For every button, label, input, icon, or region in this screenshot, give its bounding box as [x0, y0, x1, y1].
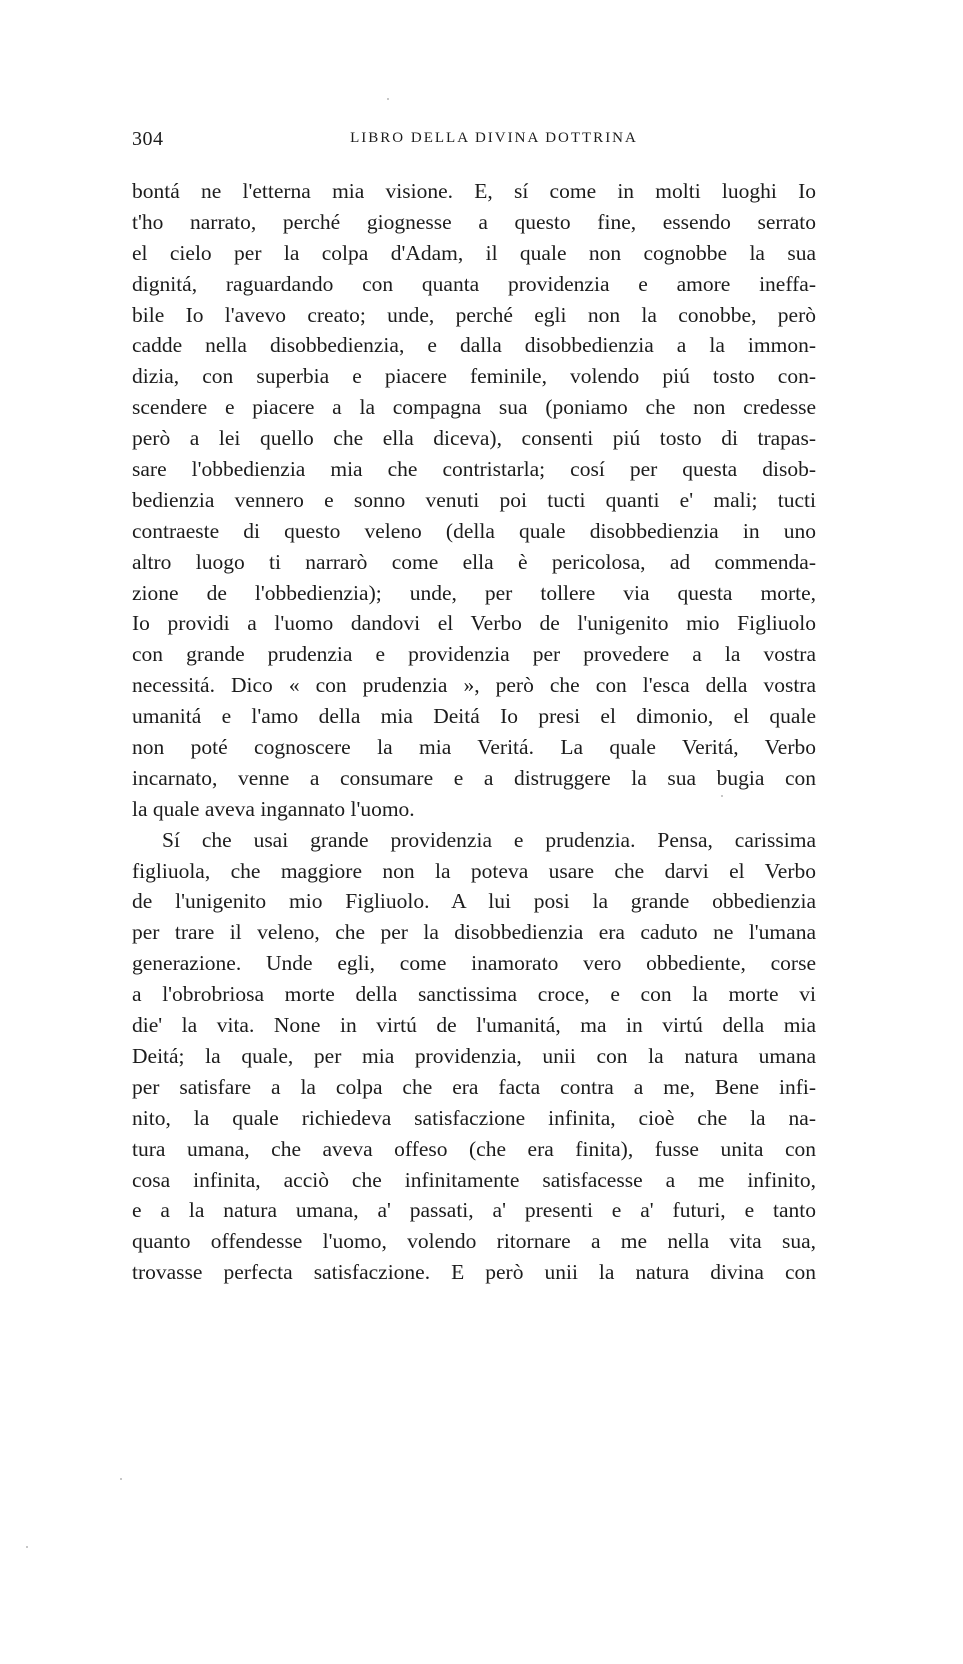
page-number: 304	[132, 128, 164, 150]
text-line: de l'unigenito mio Figliuolo. A lui posi la grande obbedienzia	[132, 889, 816, 914]
paper-speck	[387, 98, 389, 100]
text-line: bontá ne l'etterna mia visione. E, sí come in molti luoghi Io	[132, 179, 816, 203]
text-line: dignitá, raguardando con quanta providenzia e amore ineffa-	[132, 271, 816, 296]
paragraph-2	[132, 825, 816, 1288]
text-line: bedienzia vennero e sonno venuti poi tucti quanti e' mali; tucti	[132, 487, 816, 512]
text-line: scendere e piacere a la compagna sua (poniamo che non credesse	[132, 395, 816, 420]
text-line: sare l'obbedienzia mia che contristarla; cosí per questa disob-	[132, 457, 816, 482]
text-line: con grande prudenzia e providenzia per provedere a la vostra	[132, 642, 816, 667]
text-line: necessitá. Dico « con prudenzia », però che con l'esca della vostra	[132, 673, 816, 698]
paper-speck	[721, 795, 723, 797]
text-line: Io providi a l'uomo dandovi el Verbo de l'unigenito mio Figliuolo	[132, 611, 816, 636]
text-line: trovasse perfecta satisfaczione. E però unii la natura divina con	[132, 1260, 816, 1285]
text-line: non poté cognoscere la mia Veritá. La quale Veritá, Verbo	[132, 735, 816, 760]
text-line: el cielo per la colpa d'Adam, il quale non cognobbe la sua	[132, 240, 816, 265]
text-line: però a lei quello che ella diceva), consenti piú tosto di trapas-	[132, 426, 816, 451]
text-line: umanitá e l'amo della mia Deitá Io presi el dimonio, el quale	[132, 704, 816, 729]
text-line: dizia, con superbia e piacere feminile, volendo piú tosto con-	[132, 364, 816, 389]
text-line: die' la vita. None in virtú de l'umanitá, ma in virtú della mia	[132, 1013, 816, 1038]
text-line: per trare il veleno, che per la disobbedienzia era caduto ne l'umana	[132, 920, 816, 945]
paper-speck	[120, 1478, 122, 1480]
text-line: cosa infinita, acciò che infinitamente satisfacesse a me infinito,	[132, 1167, 816, 1192]
page-header	[132, 128, 816, 156]
text-line: incarnato, venne a consumare e a distruggere la sua bugia con	[132, 765, 816, 790]
text-line: altro luogo ti narrarò come ella è pericolosa, ad commenda-	[132, 549, 816, 574]
text-line: contraeste di questo veleno (della quale disobbedienzia in uno	[132, 518, 816, 543]
paragraph-1	[132, 176, 816, 825]
paper-speck	[26, 1546, 28, 1548]
text-line: per satisfare a la colpa che era facta contra a me, Bene infi-	[132, 1074, 816, 1099]
text-line: quanto offendesse l'uomo, volendo ritornare a me nella vita sua,	[132, 1229, 816, 1254]
text-line: la quale aveva ingannato l'uomo.	[132, 796, 415, 821]
text-line: generazione. Unde egli, come inamorato vero obbediente, corse	[132, 951, 816, 976]
text-line: bile Io l'avevo creato; unde, perché egli non la conobbe, però	[132, 302, 816, 327]
text-line: Deitá; la quale, per mia providenzia, unii con la natura umana	[132, 1043, 816, 1068]
text-line: cadde nella disobbedienzia, e dalla disobbedienzia a la immon-	[132, 333, 816, 358]
body-text	[132, 176, 816, 1288]
text-line: Sí che usai grande providenzia e prudenzia. Pensa, carissima	[162, 827, 816, 852]
text-line: tura umana, che aveva offeso (che era finita), fusse unita con	[132, 1136, 816, 1161]
text-line: figliuola, che maggiore non la poteva usare che darvi el Verbo	[132, 858, 816, 883]
text-line: t'ho narrato, perché giognesse a questo fine, essendo serrato	[132, 209, 816, 234]
text-line: e a la natura umana, a' passati, a' presenti e a' futuri, e tanto	[132, 1198, 816, 1223]
text-line: zione de l'obbedienzia); unde, per tollere via questa morte,	[132, 580, 816, 605]
text-line: a l'obrobriosa morte della sanctissima croce, e con la morte vi	[132, 982, 816, 1007]
running-title: LIBRO DELLA DIVINA DOTTRINA	[350, 130, 638, 146]
text-line: nito, la quale richiedeva satisfaczione infinita, cioè che la na-	[132, 1105, 816, 1130]
